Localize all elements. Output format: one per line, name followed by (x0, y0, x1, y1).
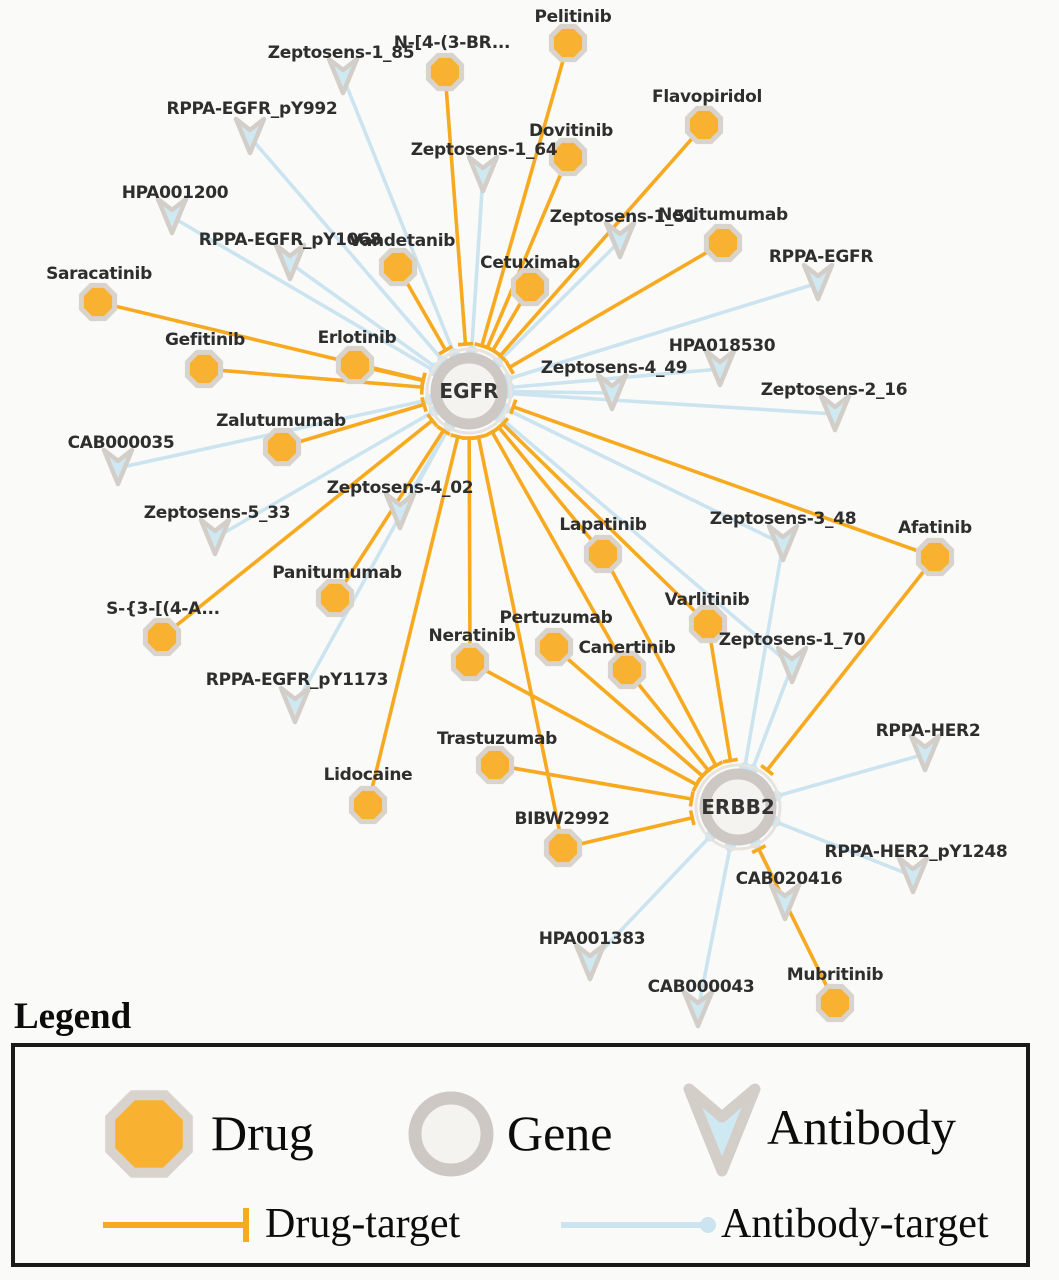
drug-node-lapatinib[interactable] (586, 537, 619, 570)
antibody-target-legend-label: Antibody-target (721, 1201, 989, 1247)
drug-target-tee-marker (471, 436, 486, 439)
gene-label-ERBB2: ERBB2 (701, 795, 775, 819)
node-label-n4-3br: N-[4-(3-BR... (393, 33, 511, 53)
antibody-node-hpa001200[interactable] (158, 199, 186, 233)
antibody-node-zeptosens-1_64[interactable] (469, 157, 497, 191)
node-label-hpa001383: HPA001383 (538, 929, 646, 949)
legend-title: Legend (14, 996, 132, 1037)
drug-node-vandetanib[interactable] (381, 250, 414, 283)
node-label-necitumumab: Necitumumab (658, 205, 788, 225)
node-label-rppa-her2_py1248: RPPA-HER2_pY1248 (824, 842, 1008, 862)
node-label-cab000035: CAB000035 (67, 433, 175, 453)
node-label-mubritinib: Mubritinib (786, 965, 884, 985)
edge-drug-target-n4-3br-EGFR (445, 72, 465, 344)
drug-node-s3-4a[interactable] (145, 620, 178, 653)
drug-legend-label: Drug (211, 1105, 314, 1161)
node-label-cab020416: CAB020416 (735, 869, 843, 889)
edge-drug-target-trastuzumab-ERBB2 (495, 765, 692, 799)
node-label-zeptosens-1_64: Zeptosens-1_64 (410, 140, 558, 160)
drug-target-tee-marker (690, 792, 693, 807)
node-label-panitumumab: Panitumumab (272, 563, 402, 583)
node-label-erlotinib: Erlotinib (317, 328, 397, 348)
node-label-zalutumumab: Zalutumumab (216, 411, 346, 431)
drug-target-tee-marker (451, 435, 466, 439)
node-label-zeptosens-4_49: Zeptosens-4_49 (540, 358, 688, 378)
node-label-cab000043: CAB000043 (647, 977, 755, 997)
legend-box (11, 1043, 1030, 1267)
node-label-hpa001200: HPA001200 (121, 183, 229, 203)
drug-node-pertuzumab[interactable] (537, 630, 570, 663)
antibody-node-rppa-egfr_py1068[interactable] (276, 245, 304, 279)
antibody-node-rppa-egfr[interactable] (804, 265, 832, 299)
node-label-dovitinib: Dovitinib (528, 121, 614, 141)
node-label-zeptosens-4_02: Zeptosens-4_02 (326, 478, 474, 498)
node-label-pertuzumab: Pertuzumab (499, 608, 613, 628)
node-label-pelitinib: Pelitinib (534, 7, 612, 27)
drug-node-lidocaine[interactable] (351, 788, 384, 821)
node-label-rppa-egfr_py1173: RPPA-EGFR_pY1173 (205, 670, 389, 690)
node-label-s3-4a: S-{3-[(4-A... (106, 599, 220, 619)
node-label-trastuzumab: Trastuzumab (437, 729, 557, 749)
node-label-lidocaine: Lidocaine (323, 765, 413, 785)
node-label-cetuximab: Cetuximab (480, 253, 580, 273)
antibody-target-dot (700, 1217, 716, 1233)
antibody-node-rppa-her2[interactable] (911, 736, 939, 770)
node-label-zeptosens-1_70: Zeptosens-1_70 (718, 630, 866, 650)
drug-legend-octagon (110, 1095, 188, 1173)
drug-node-saracatinib[interactable] (81, 285, 114, 318)
antibody-node-rppa-egfr_py1173[interactable] (281, 688, 309, 722)
node-label-zeptosens-5_33: Zeptosens-5_33 (143, 503, 291, 523)
antibody-legend-label: Antibody (767, 1099, 956, 1155)
gene-legend-circle (415, 1098, 487, 1170)
antibody-node-zeptosens-5_33[interactable] (201, 520, 229, 554)
node-label-rppa-egfr_py1068: RPPA-EGFR_pY1068 (198, 230, 382, 250)
node-label-flavopiridol: Flavopiridol (652, 87, 762, 107)
node-label-lapatinib: Lapatinib (559, 515, 647, 535)
node-label-gefitinib: Gefitinib (164, 330, 246, 350)
node-label-zeptosens-1_85: Zeptosens-1_85 (267, 43, 415, 63)
gene-legend-label: Gene (507, 1105, 613, 1161)
drug-node-bibw2992[interactable] (546, 831, 579, 864)
drug-target-legend-label: Drug-target (265, 1201, 461, 1247)
node-label-zeptosens-1_51: Zeptosens-1_51 (549, 207, 697, 227)
node-label-vandetanib: Vandetanib (348, 231, 456, 251)
node-label-rppa-her2: RPPA-HER2 (875, 721, 981, 741)
drug-node-flavopiridol[interactable] (687, 108, 720, 141)
drug-node-afatinib[interactable] (918, 540, 951, 573)
drug-target-tee-marker (422, 373, 425, 388)
drug-node-zalutumumab[interactable] (265, 430, 298, 463)
antibody-node-cab000043[interactable] (684, 992, 712, 1026)
antibody-node-rppa-her2_py1248[interactable] (899, 858, 927, 892)
antibody-legend-icon (677, 1075, 767, 1187)
antibody-legend-chevron (689, 1089, 755, 1171)
antibody-node-zeptosens-1_85[interactable] (329, 59, 357, 93)
drug-target-tee-marker (723, 759, 738, 761)
node-label-bibw2992: BIBW2992 (514, 809, 610, 829)
drug-node-trastuzumab[interactable] (478, 748, 511, 781)
node-label-varlitinib: Varlitinib (664, 590, 750, 610)
drug-node-gefitinib[interactable] (187, 352, 220, 385)
node-label-afatinib: Afatinib (898, 518, 972, 538)
drug-node-n4-3br[interactable] (428, 55, 461, 88)
antibody-node-hpa018530[interactable] (706, 351, 734, 385)
node-label-canertinib: Canertinib (578, 638, 676, 658)
node-label-zeptosens-3_48: Zeptosens-3_48 (709, 509, 857, 529)
antibody-node-zeptosens-1_70[interactable] (778, 648, 806, 682)
node-label-saracatinib: Saracatinib (46, 264, 152, 284)
antibody-node-zeptosens-3_48[interactable] (769, 526, 797, 560)
node-label-rppa-egfr: RPPA-EGFR (768, 247, 874, 267)
antibody-target-line-icon (555, 1197, 735, 1253)
node-label-rppa-egfr_py992: RPPA-EGFR_pY992 (166, 99, 338, 119)
node-label-hpa018530: HPA018530 (668, 336, 776, 356)
drug-node-panitumumab[interactable] (318, 581, 351, 614)
gene-legend-icon (396, 1079, 506, 1189)
antibody-node-hpa001383[interactable] (576, 945, 604, 979)
drug-target-tee-marker (458, 344, 473, 345)
gene-label-EGFR: EGFR (439, 379, 499, 403)
drug-node-mubritinib[interactable] (818, 986, 851, 1019)
drug-target-line-icon (97, 1197, 277, 1253)
drug-node-canertinib[interactable] (610, 653, 643, 686)
antibody-node-cab020416[interactable] (771, 885, 799, 919)
drug-node-erlotinib[interactable] (338, 348, 371, 381)
drug-legend-icon (94, 1079, 204, 1189)
node-label-neratinib: Neratinib (428, 626, 516, 646)
node-label-zeptosens-2_16: Zeptosens-2_16 (760, 380, 908, 400)
drug-node-pelitinib[interactable] (551, 26, 584, 59)
drug-node-cetuximab[interactable] (513, 270, 546, 303)
drug-target-tee-marker (691, 810, 694, 825)
edge-antibody-target-rppa-her2-ERBB2 (776, 754, 925, 796)
drug-node-neratinib[interactable] (453, 645, 486, 678)
drug-node-necitumumab[interactable] (706, 226, 739, 259)
